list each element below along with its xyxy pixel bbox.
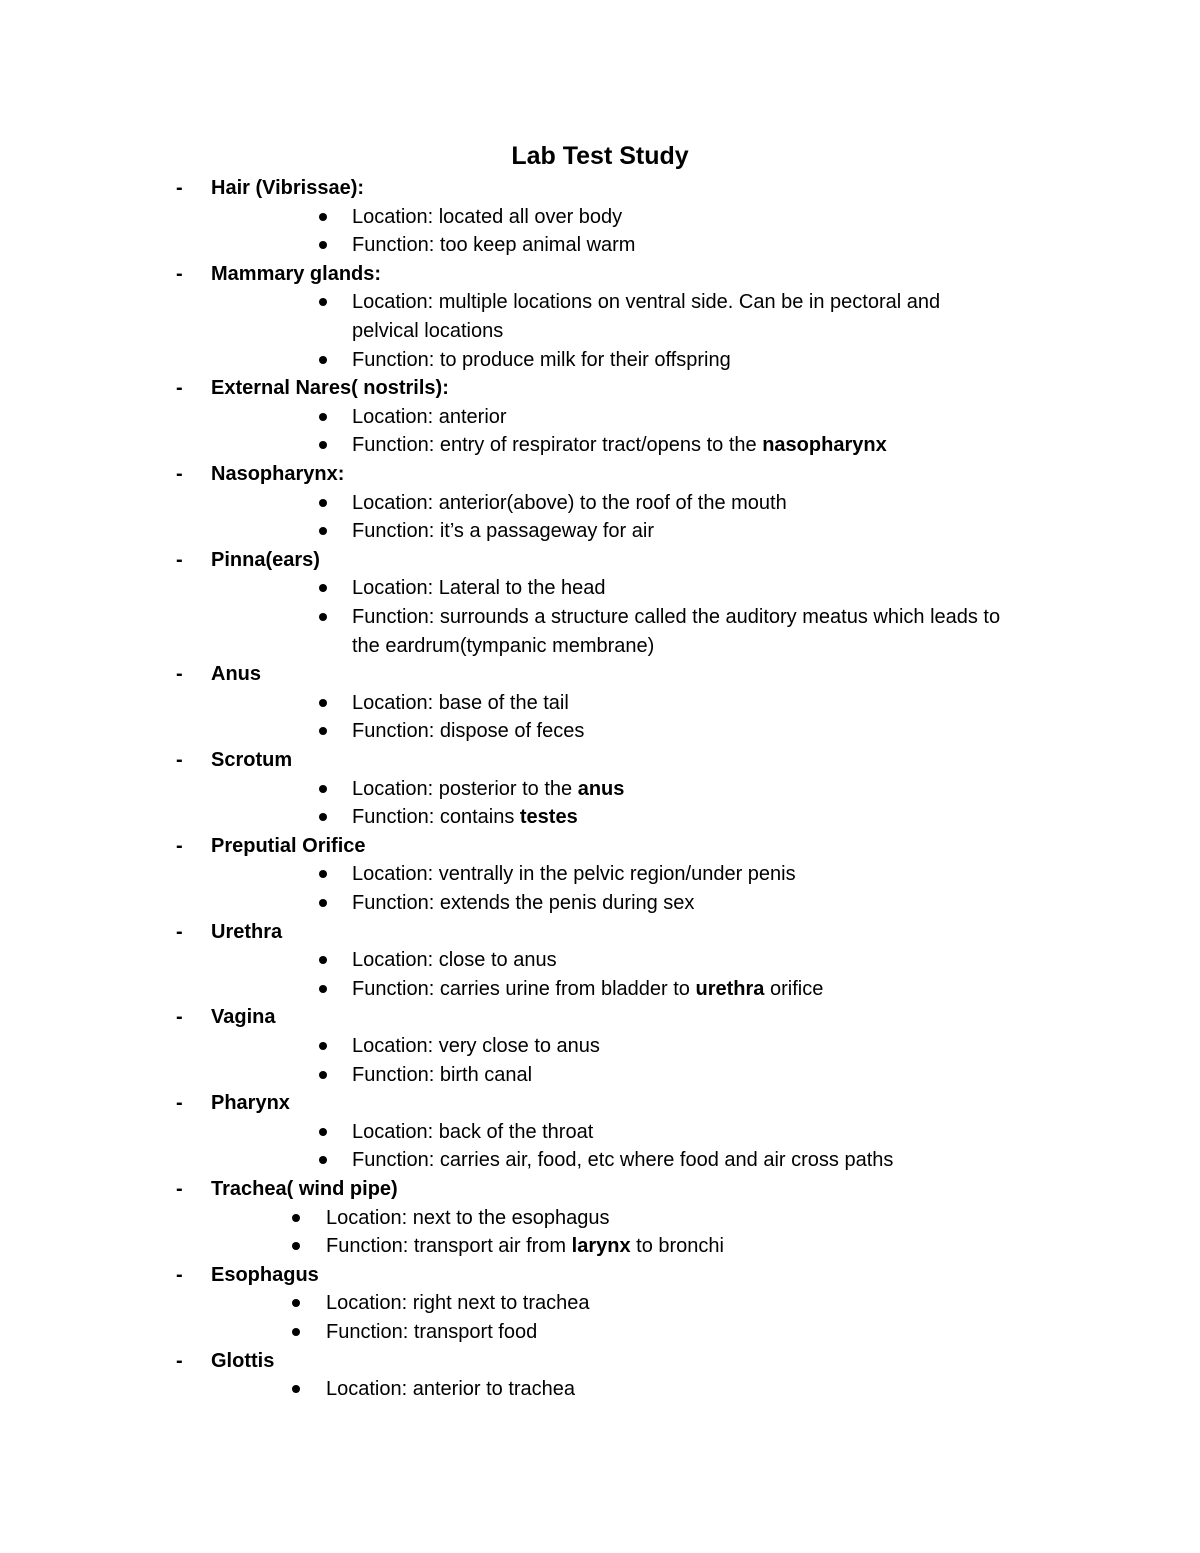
bullet-icon (319, 813, 327, 821)
text-run: Location: ventrally in the pelvic region/under penis (352, 863, 796, 886)
text-run: Function: carries air, food, etc where food and air cross paths (352, 1149, 894, 1172)
text-run: Function: surrounds a structure called the auditory meatus which leads to (352, 606, 1001, 628)
bullet-item-text (352, 717, 584, 745)
text-run: Function: carries urine from bladder to (352, 977, 696, 1000)
list-dash: - (176, 834, 183, 857)
text-run: Function: contains (352, 806, 520, 829)
bullet-icon (319, 899, 327, 907)
bullet-item-line (0, 1232, 1200, 1260)
section-heading-row (0, 1175, 1200, 1203)
text-run: Function: extends the penis during sex (352, 892, 695, 914)
text-run: Function: it’s a passageway for air (352, 520, 655, 543)
text-run: Location: anterior to trachea (326, 1378, 576, 1401)
bullet-icon (292, 1385, 300, 1393)
text-run: Function: to produce milk for their offspring (352, 348, 731, 371)
bullet-item-text (326, 1289, 590, 1317)
section-heading: Pinna(ears) (211, 548, 320, 571)
bullet-icon (319, 298, 327, 306)
list-dash: - (176, 749, 183, 771)
bullet-item-line (0, 603, 1200, 631)
bullet-item-line (0, 1204, 1200, 1232)
bullet-item-text (352, 975, 823, 1003)
bullet-item-text (352, 574, 606, 602)
section-heading-row (0, 546, 1200, 574)
page-title: Lab Test Study (511, 142, 689, 170)
bullet-icon (319, 613, 327, 621)
section-heading: Esophagus (211, 1263, 319, 1286)
bullet-icon (319, 356, 327, 364)
bullet-item-text (326, 1375, 575, 1403)
bullet-item-text (352, 489, 787, 517)
section-heading-row (0, 1261, 1200, 1289)
bullet-item-line (0, 1318, 1200, 1346)
bullet-item-line (0, 403, 1200, 431)
bullet-icon (319, 956, 327, 964)
text-run: Function: transport air from (326, 1235, 572, 1258)
bullet-item-line (0, 231, 1200, 259)
bullet-item-line (0, 517, 1200, 545)
bullet-icon (319, 413, 327, 421)
list-dash: - (176, 663, 183, 686)
bullet-icon (319, 499, 327, 507)
section-heading: Preputial Orifice (211, 834, 366, 857)
list-dash: - (176, 1092, 183, 1115)
bullet-item-text (352, 889, 694, 917)
list-dash: - (176, 463, 183, 485)
list-dash: - (176, 1263, 183, 1286)
bullet-item-text (352, 288, 940, 316)
list-dash: - (176, 177, 183, 199)
section-heading-row (0, 1089, 1200, 1117)
text-run: Function: too keep animal warm (352, 234, 636, 257)
bullet-item-text (326, 1232, 724, 1260)
bullet-item-text (352, 1061, 532, 1089)
bullet-icon (319, 584, 327, 592)
bullet-item-line (0, 1032, 1200, 1060)
bold-term: anus (577, 777, 625, 800)
bullet-icon (319, 441, 327, 449)
bullet-item-line (0, 288, 1200, 316)
bullet-item-line (0, 203, 1200, 231)
text-run: Function: transport food (326, 1321, 538, 1343)
bullet-item-line (0, 489, 1200, 517)
list-dash: - (176, 1006, 183, 1029)
bullet-item-line (0, 717, 1200, 745)
bullet-item-text (352, 346, 731, 374)
bullet-icon (319, 1042, 327, 1050)
bullet-item-text (352, 517, 654, 545)
bullet-item-text (352, 403, 507, 431)
text-run: pelvical locations (352, 320, 504, 342)
bullet-icon (319, 699, 327, 707)
text-run: Location: close to anus (352, 949, 557, 972)
bold-term: larynx (571, 1235, 631, 1258)
bullet-icon (319, 870, 327, 878)
bullet-item-line (0, 632, 1200, 660)
section-heading-row (0, 460, 1200, 488)
bullet-item-line (0, 775, 1200, 803)
bullet-item-line (0, 1118, 1200, 1146)
text-run: Location: back of the throat (352, 1120, 594, 1143)
bullet-item-text (352, 603, 1000, 631)
text-run: Function: birth canal (352, 1063, 533, 1086)
section-heading-row (0, 374, 1200, 402)
list-dash: - (176, 548, 183, 571)
bold-term: urethra (695, 977, 765, 1000)
section-heading: Scrotum (211, 749, 293, 771)
bullet-icon (319, 527, 327, 535)
list-dash: - (176, 262, 183, 285)
text-run: Location: located all over body (352, 205, 623, 228)
bullet-item-text (352, 431, 887, 459)
bold-term: nasopharynx (762, 434, 887, 457)
bullet-icon (292, 1242, 300, 1250)
text-run: Location: very close to anus (352, 1035, 600, 1057)
section-heading: Pharynx (211, 1092, 290, 1115)
bullet-item-line (0, 975, 1200, 1003)
section-heading-row (0, 832, 1200, 860)
bullet-item-text (352, 775, 624, 803)
section-heading-row (0, 660, 1200, 688)
bullet-item-text (352, 1146, 893, 1174)
bullet-icon (319, 985, 327, 993)
section-heading-row (0, 174, 1200, 202)
section-heading-row (0, 918, 1200, 946)
bullet-item-text (352, 632, 654, 660)
bullet-icon (319, 1128, 327, 1136)
bullet-item-line (0, 574, 1200, 602)
list-dash: - (176, 1178, 183, 1200)
section-heading: Anus (211, 663, 261, 686)
bullet-item-text (326, 1318, 537, 1346)
section-heading: Urethra (211, 920, 283, 943)
bullet-item-line (0, 431, 1200, 459)
bullet-item-text (352, 1118, 593, 1146)
text-run: the eardrum(tympanic membrane) (352, 634, 655, 657)
text-run: Location: base of the tail (352, 691, 569, 714)
text-run: Location: posterior to the (352, 777, 578, 800)
section-heading: Vagina (211, 1006, 276, 1029)
section-heading: Trachea( wind pipe) (211, 1178, 398, 1200)
bullet-item-line (0, 1375, 1200, 1403)
bullet-item-line (0, 689, 1200, 717)
bold-term: testes (519, 806, 578, 829)
bullet-icon (319, 1071, 327, 1079)
bullet-icon (319, 1156, 327, 1164)
bullet-icon (292, 1299, 300, 1307)
list-dash: - (176, 1349, 183, 1372)
bullet-item-line (0, 346, 1200, 374)
bullet-item-text (352, 689, 569, 717)
bullet-item-line (0, 317, 1200, 345)
text-run: Location: right next to trachea (326, 1292, 590, 1315)
bullet-item-text (352, 946, 557, 974)
text-run: Location: Lateral to the head (352, 577, 606, 600)
bullet-item-line (0, 1146, 1200, 1174)
bullet-item-text (352, 803, 578, 831)
bullet-icon (292, 1214, 300, 1222)
section-heading: Nasopharynx: (211, 463, 345, 485)
bullet-item-line (0, 860, 1200, 888)
bullet-item-text (352, 1032, 600, 1060)
section-heading: Hair (Vibrissae): (211, 177, 365, 199)
list-dash: - (176, 377, 183, 400)
bullet-icon (319, 785, 327, 793)
section-heading-row (0, 260, 1200, 288)
text-run: Location: anterior(above) to the roof of the mouth (352, 491, 787, 514)
bullet-item-line (0, 803, 1200, 831)
bullet-item-text (352, 317, 503, 345)
bullet-icon (292, 1328, 300, 1336)
bullet-item-text (326, 1204, 610, 1232)
text-run: Function: entry of respirator tract/opens to the (352, 434, 763, 457)
bullet-item-line (0, 1289, 1200, 1317)
text-run: Location: anterior (352, 405, 507, 428)
section-heading-row (0, 1347, 1200, 1375)
bullet-item-line (0, 1061, 1200, 1089)
bullet-item-text (352, 231, 635, 259)
section-heading-row (0, 1003, 1200, 1031)
section-heading: External Nares( nostrils): (211, 377, 449, 400)
bullet-icon (319, 727, 327, 735)
bullet-icon (319, 213, 327, 221)
section-heading: Glottis (211, 1349, 275, 1372)
text-run: Function: dispose of feces (352, 720, 585, 743)
text-run: Location: next to the esophagus (326, 1206, 610, 1229)
text-run: orifice (764, 977, 824, 1000)
bullet-item-text (352, 860, 796, 888)
bullet-item-line (0, 946, 1200, 974)
section-heading: Mammary glands: (211, 262, 382, 285)
bullet-item-text (352, 203, 622, 231)
bullet-icon (319, 241, 327, 249)
text-run: Location: multiple locations on ventral side. Can be in pectoral and (352, 291, 941, 314)
bullet-item-line (0, 889, 1200, 917)
section-heading-row (0, 746, 1200, 774)
text-run: to bronchi (630, 1235, 724, 1258)
list-dash: - (176, 920, 183, 943)
